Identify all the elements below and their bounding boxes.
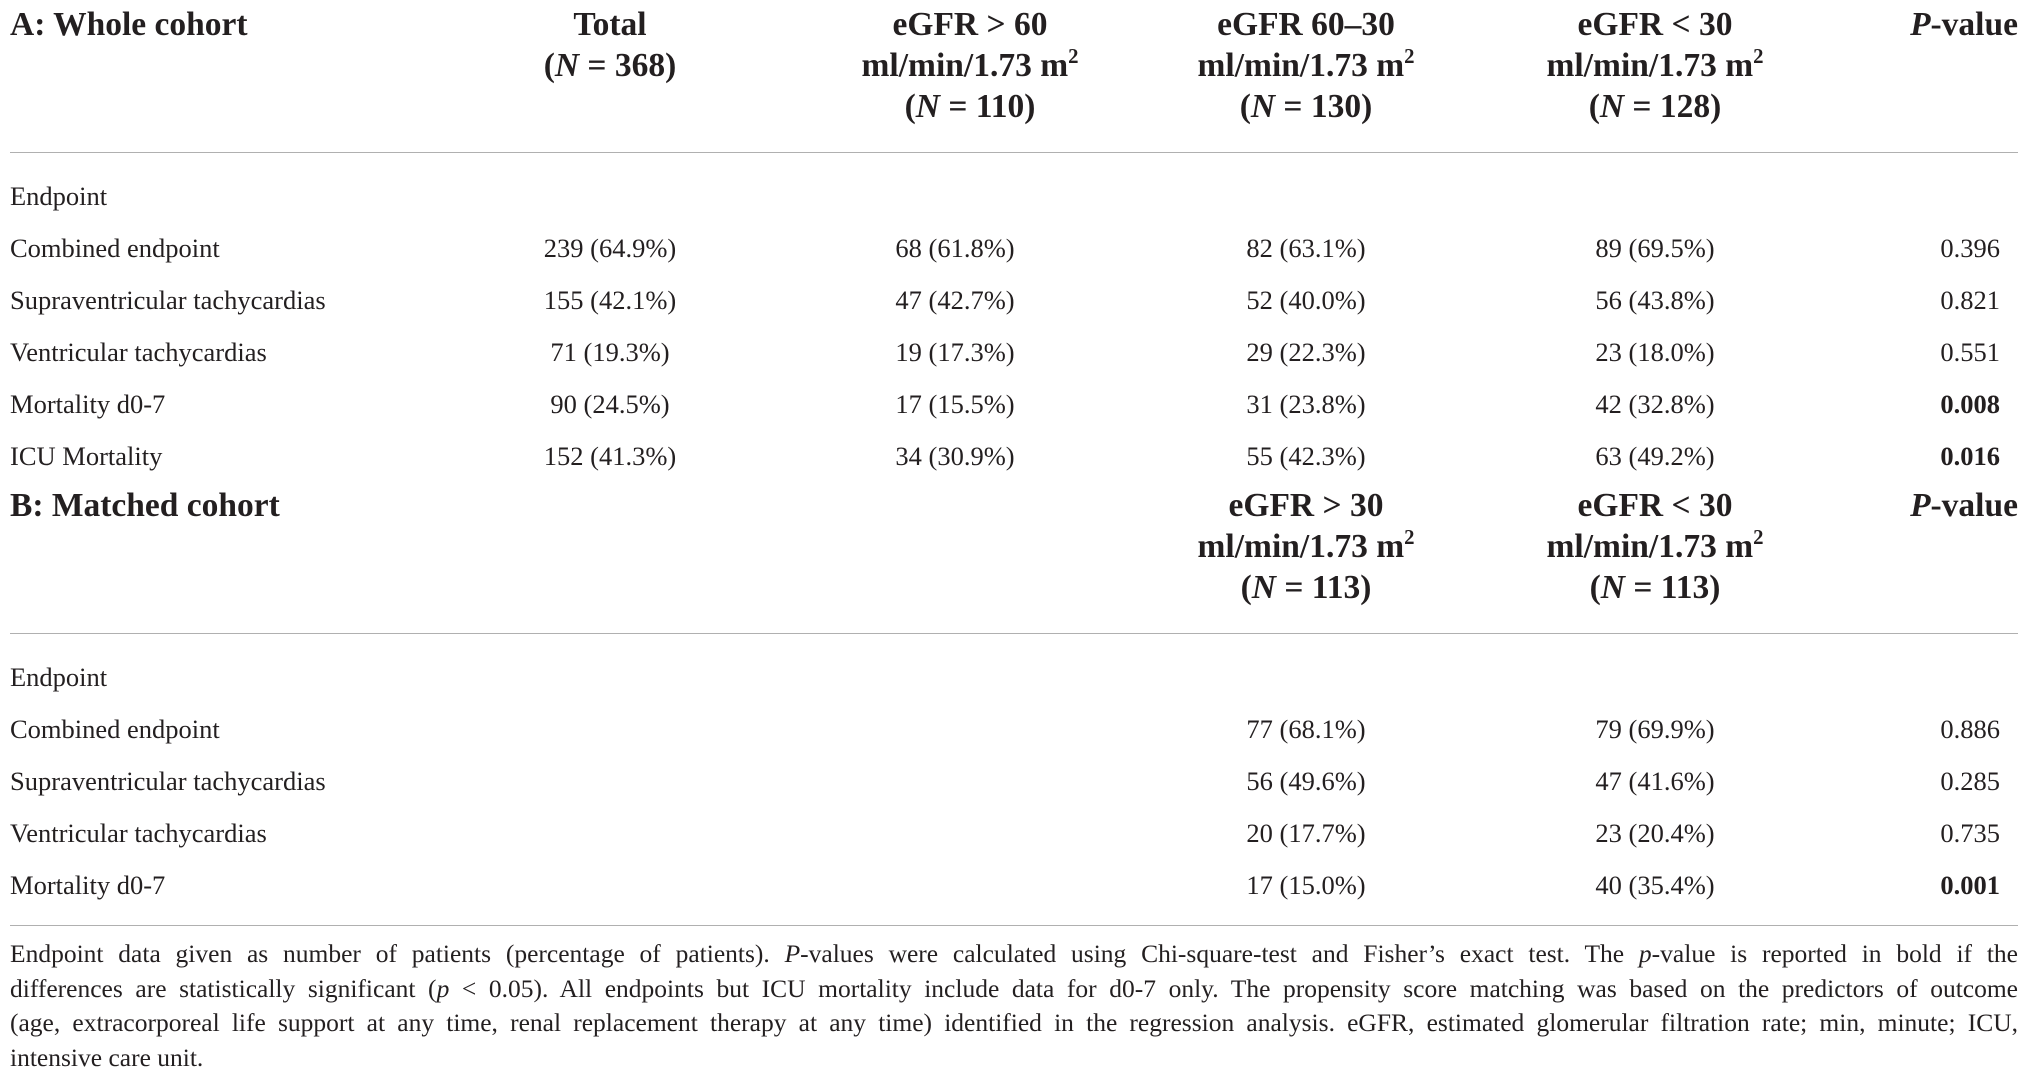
col-header-p-value: P-value — [1910, 6, 2018, 43]
cell-value: 56 (49.6%) — [1246, 766, 1366, 796]
col-header-total: Total (N = 368) — [543, 6, 677, 84]
cell-value: 23 (20.4%) — [1595, 818, 1715, 848]
cell-value: 34 (30.9%) — [895, 441, 1015, 471]
cell-p-value: 0.285 — [1940, 766, 2000, 796]
cell-value: 47 (42.7%) — [895, 285, 1015, 315]
row-label: Combined endpoint — [10, 714, 220, 744]
cell-p-value: 0.396 — [1940, 233, 2000, 263]
cell-p-value: 0.821 — [1940, 285, 2000, 315]
cell-value: 71 (19.3%) — [550, 337, 670, 367]
table-bottom-rule — [10, 925, 2018, 926]
cell-value: 239 (64.9%) — [543, 233, 677, 263]
cell-value: 31 (23.8%) — [1246, 389, 1366, 419]
cell-value: 152 (41.3%) — [543, 441, 677, 471]
footnote-line: (age, extracorporeal life support at any time, renal replacement therapy at any time) identified in the regression analysis. eGFR, estimated glomerular filtration rate; min, minute; ICU, — [10, 1008, 2018, 1037]
row-label: Supraventricular tachycardias — [10, 285, 326, 315]
cell-value: 19 (17.3%) — [895, 337, 1015, 367]
cell-value: 82 (63.1%) — [1246, 233, 1366, 263]
cell-value: 63 (49.2%) — [1595, 441, 1715, 471]
cell-value: 23 (18.0%) — [1595, 337, 1715, 367]
cell-value: 42 (32.8%) — [1595, 389, 1715, 419]
cell-value: 77 (68.1%) — [1246, 714, 1366, 744]
col-header-egfr-gt30: eGFR > 30 ml/min/1.73 $m^2$ (N = 113) — [1197, 487, 1415, 606]
row-label: Mortality d0-7 — [10, 389, 166, 419]
cell-p-value: 0.001 — [1940, 870, 2000, 900]
col-header-p-value-matched: P-value — [1910, 487, 2018, 524]
col-header-egfr-gt60: eGFR > 60 ml/min/1.73 $m^2$ (N = 110) — [861, 6, 1079, 125]
cell-value: 20 (17.7%) — [1246, 818, 1366, 848]
cell-value: 90 (24.5%) — [550, 389, 670, 419]
cell-value: 68 (61.8%) — [895, 233, 1015, 263]
row-label: Ventricular tachycardias — [10, 818, 267, 848]
col-header-egfr-lt30: eGFR < 30 ml/min/1.73 $m^2$ (N = 128) — [1546, 6, 1764, 125]
cell-value: 79 (69.9%) — [1595, 714, 1715, 744]
row-label: Supraventricular tachycardias — [10, 766, 326, 796]
cell-value: 17 (15.5%) — [895, 389, 1015, 419]
cell-value: 47 (41.6%) — [1595, 766, 1715, 796]
col-header-egfr-60-30: eGFR 60–30 ml/min/1.73 $m^2$ (N = 130) — [1197, 6, 1415, 125]
header-rule-b — [10, 633, 2018, 634]
group-label-endpoint: Endpoint — [10, 181, 108, 211]
cell-value: 56 (43.8%) — [1595, 285, 1715, 315]
footnote-line: intensive care unit. — [10, 1042, 204, 1072]
section-b-title: B: Matched cohort — [10, 487, 280, 524]
cell-value: 52 (40.0%) — [1246, 285, 1366, 315]
row-label: ICU Mortality — [10, 441, 163, 471]
table-footnote — [10, 937, 2018, 1075]
cell-p-value: 0.735 — [1940, 818, 2000, 848]
cell-p-value: 0.886 — [1940, 714, 2000, 744]
cell-value: 155 (42.1%) — [543, 285, 677, 315]
row-label: Mortality d0-7 — [10, 870, 166, 900]
cell-value: 17 (15.0%) — [1246, 870, 1366, 900]
header-rule-a — [10, 152, 2018, 153]
footnote-line: differences are statistically significant (p < 0.05). All endpoints but ICU mortality include data for d0-7 only. The propensity score matching was based on the predictors of outcome — [10, 973, 2018, 1003]
section-a-title: A: Whole cohort — [10, 6, 248, 43]
cell-p-value: 0.008 — [1940, 389, 2000, 419]
row-label: Ventricular tachycardias — [10, 337, 267, 367]
cell-value: 40 (35.4%) — [1595, 870, 1715, 900]
col-header-egfr-lt30-matched: eGFR < 30 ml/min/1.73 $m^2$ (N = 113) — [1546, 487, 1764, 606]
footnote-line: Endpoint data given as number of patients (percentage of patients). P-values were calculated using Chi-square-test and Fisher’s exact test. The p-value is reported in bold if the — [10, 939, 2018, 968]
cell-value: 89 (69.5%) — [1595, 233, 1715, 263]
cell-p-value: 0.016 — [1940, 441, 2000, 471]
cell-p-value: 0.551 — [1940, 337, 2000, 367]
row-label: Combined endpoint — [10, 233, 220, 263]
group-label-endpoint: Endpoint — [10, 662, 108, 692]
cell-value: 29 (22.3%) — [1246, 337, 1366, 367]
cell-value: 55 (42.3%) — [1246, 441, 1366, 471]
